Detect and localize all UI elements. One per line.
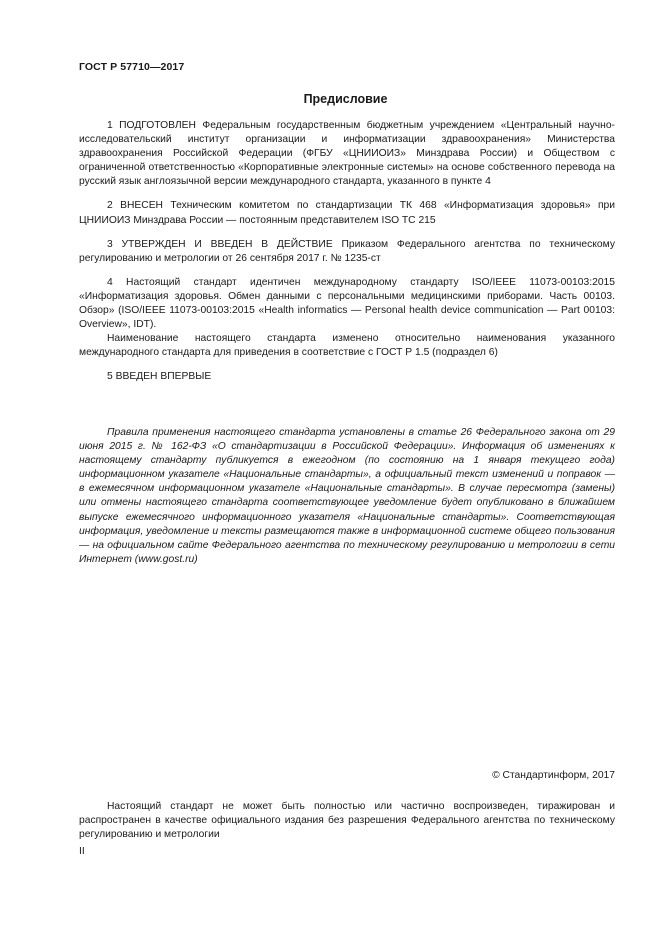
preface-item-4-note — [79, 332, 615, 360]
standard-code: ГОСТ Р 57710—2017 — [79, 61, 185, 73]
preface-item-1 — [79, 119, 615, 189]
item-keyword: 1 ПОДГОТОВЛЕН — [107, 120, 196, 131]
title-text: Предисловие — [303, 92, 388, 106]
preface-item-3 — [79, 238, 615, 266]
preface-item-5 — [79, 370, 615, 384]
item-keyword: 2 ВНЕСЕН — [107, 200, 163, 212]
item-text: Настоящий стандарт идентичен международному стандарту ISO/IEEE 11073-00103:2015 «Информатизация здоровья. Обмен данными с персональными медицинскими приборами. Часть 00103. Обзор» (ISO/IEEE 11073-00103:2015 «Health informatics — Personal health device communication — Part 00103: Overview», IDT). — [79, 276, 615, 331]
page-title — [0, 92, 661, 106]
item-keyword: 3 УТВЕРЖДЕН И ВВЕДЕН В ДЕЙСТВИЕ — [107, 238, 333, 250]
page-number: II — [79, 846, 85, 857]
preface-item-4 — [79, 276, 615, 332]
item-keyword: 5 ВВЕДЕН ВПЕРВЫЕ — [107, 371, 212, 383]
item-text: Техническим комитетом по стандартизации ТК 468 «Информатизация здоровья» при ЦНИИОИЗ Минздрава России — постоянным представителем ISO TC 215 — [79, 200, 615, 226]
preface-item-2 — [79, 199, 615, 227]
item-keyword: 4 — [107, 276, 113, 288]
item-text: Федеральным государственным бюджетным учреждением «Центральный научно-исследовательский институт организации и информатизации здравоохранения» Министерства здравоохранения Российской Федерации (ФГБУ «ЦНИИОИЗ» Минздрава России) и Обществом с ограниченной ответственностью «Корпоративные электронные системы» на основе собственного перевода на русский язык англоязычной версии международного стандарта, указанного в пункте 4 — [79, 120, 615, 188]
reproduction-notice: Настоящий стандарт не может быть полностью или частично воспроизведен, тиражирован и распространен в качестве официального издания без разрешения Федерального агентства по техническому регулированию и метрологии — [79, 801, 615, 841]
preface-body — [79, 119, 615, 385]
copyright: © Стандартинформ, 2017 — [492, 770, 615, 781]
item-text: Приказом Федерального агентства по техническому регулированию и метрологии от 26 сентября 2017 г. № 1235-ст — [79, 238, 615, 264]
application-notice: Правила применения настоящего стандарта установлены в статье 26 Федерального закона от 29 июня 2015 г. № 162-ФЗ «О стандартизации в Российской Федерации». Информация об изменениях к настоящему стандарту публикуется в ежегодном (по состоянию на 1 января текущего года) информационном указателе «Национальные стандарты», а официальный текст изменений и поправок — в ежемесячном информационном указателе «Национальные стандарты». В случае пересмотра (замены) или отмены настоящего стандарта соответствующее уведомление будет опубликовано в ближайшем выпуске ежемесячного информационного указателя «Национальные стандарты». Соответствующая информация, уведомление и тексты размещаются также в информационной системе общего пользования — на официальном сайте Федерального агентства по техническому регулированию и метрологии в сети Интернет (www.gost.ru) — [79, 427, 615, 565]
item-text: Наименование настоящего стандарта изменено относительно наименования указанного международного стандарта для приведения в соответствие с ГОСТ Р 1.5 (подраздел 6) — [79, 333, 615, 359]
